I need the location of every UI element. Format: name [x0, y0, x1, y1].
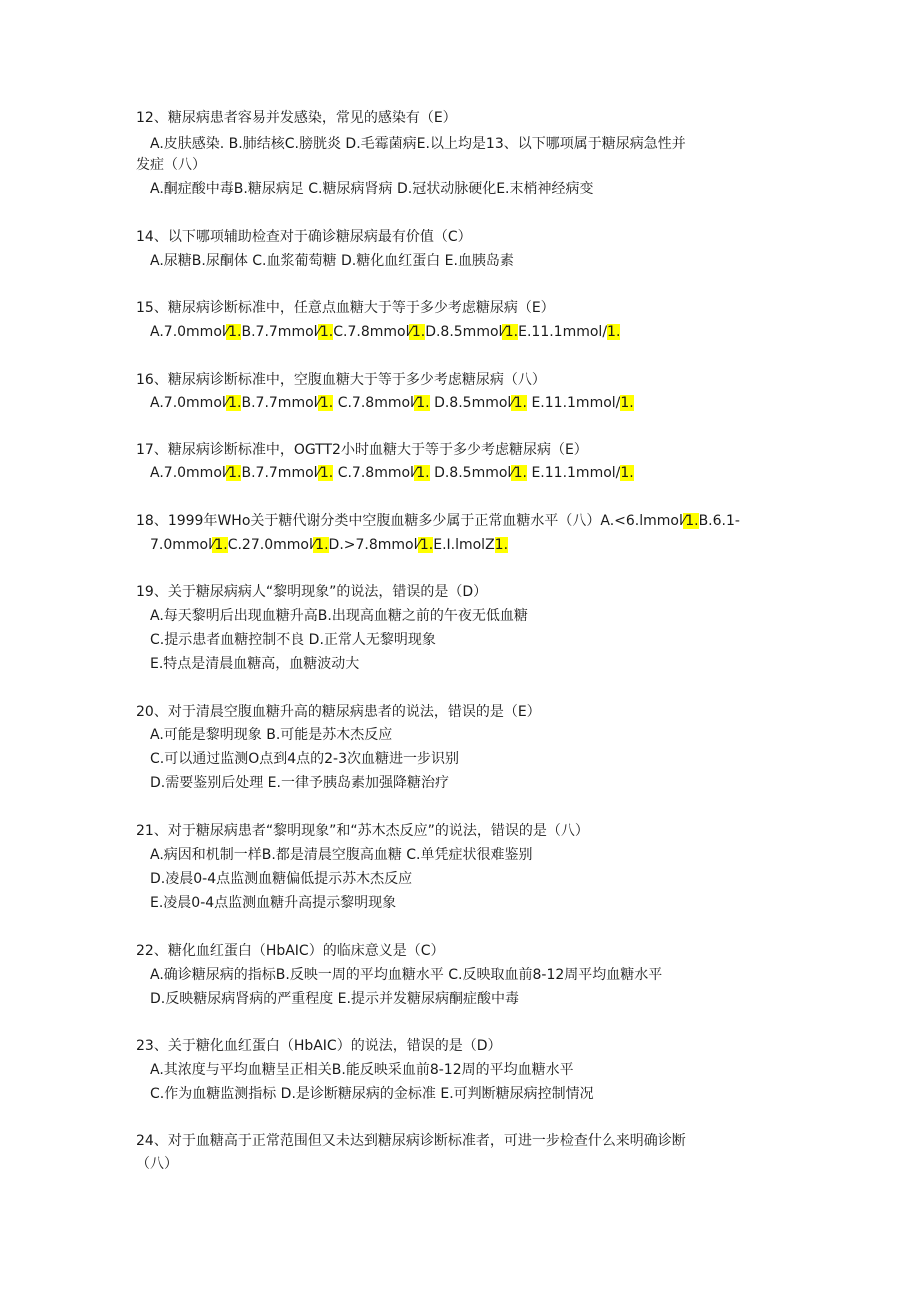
highlighted-unit: 1.	[620, 465, 634, 481]
highlighted-unit: ⁄1.	[409, 324, 426, 340]
text-segment: D.8.5mmol	[429, 395, 512, 411]
text-segment: E.11.1mmol/	[518, 324, 608, 340]
text-segment: A.酮症酸中毒B.糖尿病足 C.糖尿病肾病 D.冠状动脉硬化E.末梢神经病变	[150, 181, 594, 197]
text-segment: C.可以通过监测O点到4点的2-3次血糖进一步识别	[150, 751, 460, 767]
text-segment: A.确诊糖尿病的指标B.反映一周的平均血糖水平 C.反映取血前8-12周平均血糖水平	[150, 967, 663, 983]
text-segment: E.11.1mmol/	[527, 465, 621, 481]
option-line	[150, 179, 594, 199]
text-segment: 15、糖尿病诊断标准中，任意点血糖大于等于多少考虑糖尿病（E）	[136, 300, 555, 316]
option-line	[150, 606, 528, 626]
text-segment: 20、对于清晨空腹血糖升高的糖尿病患者的说法，错误的是（E）	[136, 704, 541, 720]
text-segment: 发症（八）	[136, 157, 206, 173]
question-line	[136, 582, 487, 602]
highlighted-unit: ⁄1.	[413, 395, 430, 411]
highlighted-unit: ⁄1.	[225, 324, 242, 340]
question-line	[136, 298, 555, 318]
question-line	[136, 941, 444, 961]
highlighted-unit: ⁄1.	[225, 395, 242, 411]
option-line	[150, 845, 533, 865]
option-line	[150, 965, 662, 985]
option-line	[150, 535, 508, 555]
text-segment: 7.0mmol	[150, 537, 212, 553]
question-line	[136, 1036, 502, 1056]
text-segment: A.每天黎明后出现血糖升高B.出现高血糖之前的午夜无低血糖	[150, 608, 528, 624]
highlighted-unit: ⁄1.	[212, 537, 228, 553]
option-line	[150, 134, 686, 154]
highlighted-unit: ⁄1.	[413, 465, 430, 481]
text-segment: C.27.0mmol	[227, 537, 313, 553]
highlighted-unit: ⁄1.	[417, 537, 434, 553]
option-line	[150, 251, 514, 271]
option-line	[150, 749, 459, 769]
text-segment: D.>7.8mmol	[328, 537, 418, 553]
text-segment: B.7.7mmol	[241, 465, 318, 481]
text-segment: C.7.8mmol	[333, 324, 410, 340]
text-segment: （八）	[136, 1156, 178, 1172]
highlighted-unit: ⁄1.	[502, 324, 519, 340]
question-line	[136, 821, 589, 841]
text-segment: A.7.0mmol	[150, 465, 226, 481]
text-segment: C.7.8mmol	[333, 395, 414, 411]
highlighted-unit: 1.	[494, 537, 509, 553]
option-line	[150, 393, 634, 413]
highlighted-unit: ⁄1.	[317, 395, 334, 411]
text-segment: 23、关于糖化血红蛋白（HbAIC）的说法，错误的是（D）	[136, 1038, 502, 1054]
text-segment: D.8.5mmol	[425, 324, 503, 340]
highlighted-unit: ⁄1.	[225, 465, 242, 481]
text-segment: A.可能是黎明现象 B.可能是苏木杰反应	[150, 727, 393, 743]
text-segment: A.其浓度与平均血糖呈正相关B.能反映采血前8-12周的平均血糖水平	[150, 1062, 574, 1078]
text-segment: 16、糖尿病诊断标准中，空腹血糖大于等于多少考虑糖尿病（八）	[136, 372, 546, 388]
option-line	[150, 893, 396, 913]
text-segment: 22、糖化血红蛋白（HbAIC）的临床意义是（C）	[136, 943, 445, 959]
question-line	[136, 702, 541, 722]
question-line	[136, 155, 206, 175]
text-segment: 18、1999年WHo关于糖代谢分类中空腹血糖多少属于正常血糖水平（八）A.<6.lmmol	[136, 513, 683, 529]
text-segment: D.凌晨0-4点监测血糖偏低提示苏木杰反应	[150, 871, 413, 887]
text-segment: A.病因和机制一样B.都是清晨空腹高血糖 C.单凭症状很难鉴别	[150, 847, 533, 863]
text-segment: 19、关于糖尿病病人“黎明现象”的说法，错误的是（D）	[136, 584, 488, 600]
option-line	[150, 773, 449, 793]
text-segment: B.7.7mmol	[241, 395, 318, 411]
highlighted-unit: ⁄1.	[312, 537, 329, 553]
option-line	[150, 322, 620, 342]
option-line	[150, 869, 412, 889]
option-line	[150, 654, 359, 674]
text-segment: C.7.8mmol	[333, 465, 414, 481]
option-line	[150, 1084, 594, 1104]
text-segment: D.8.5mmol	[429, 465, 512, 481]
text-segment: D.反映糖尿病肾病的严重程度 E.提示并发糖尿病酮症酸中毒	[150, 991, 519, 1007]
highlighted-unit: 1.	[607, 324, 621, 340]
option-line	[150, 630, 436, 650]
text-segment: A.7.0mmol	[150, 395, 226, 411]
text-segment: 14、以下哪项辅助检查对于确诊糖尿病最有价值（C）	[136, 229, 472, 245]
text-segment: E.I.lmolZ	[433, 537, 495, 553]
text-segment: C.作为血糖监测指标 D.是诊断糖尿病的金标准 E.可判断糖尿病控制情况	[150, 1086, 594, 1102]
text-segment: A.皮肤感染. B.肺结核C.膀胱炎 D.毛霉菌病E.以上均是13、以下哪项属于糖尿病急性并	[150, 136, 686, 152]
text-segment: A.尿糖B.尿酮体 C.血浆葡萄糖 D.糖化血红蛋白 E.血胰岛素	[150, 253, 514, 269]
highlighted-unit: ⁄1.	[682, 513, 699, 529]
text-segment: 17、糖尿病诊断标准中，OGTT2小时血糖大于等于多少考虑糖尿病（E）	[136, 442, 588, 458]
question-line	[136, 370, 546, 390]
highlighted-unit: 1.	[620, 395, 634, 411]
text-segment: 21、对于糖尿病患者“黎明现象”和“苏木杰反应”的说法，错误的是（八）	[136, 823, 589, 839]
question-line	[136, 1131, 686, 1151]
option-line	[150, 989, 519, 1009]
question-line	[136, 440, 588, 460]
question-line	[136, 511, 740, 531]
text-segment: C.提示患者血糖控制不良 D.正常人无黎明现象	[150, 632, 436, 648]
highlighted-unit: ⁄1.	[511, 465, 528, 481]
text-segment: B.7.7mmol	[241, 324, 318, 340]
text-segment: 12、糖尿病患者容易并发感染，常见的感染有（E）	[136, 110, 457, 126]
text-segment: E.11.1mmol/	[527, 395, 621, 411]
text-segment: D.需要鉴别后处理 E.一律予胰岛素加强降糖治疗	[150, 775, 449, 791]
option-line	[150, 1060, 574, 1080]
text-segment: E.特点是清晨血糖高，血糖波动大	[150, 656, 360, 672]
text-segment: 24、对于血糖高于正常范围但又未达到糖尿病诊断标准者，可进一步检查什么来明确诊断	[136, 1133, 686, 1149]
highlighted-unit: ⁄1.	[317, 324, 334, 340]
option-line	[150, 725, 392, 745]
question-line	[136, 1154, 178, 1174]
text-segment: E.凌晨0-4点监测血糖升高提示黎明现象	[150, 895, 397, 911]
question-line	[136, 227, 472, 247]
text-segment: B.6.1-	[698, 513, 740, 529]
highlighted-unit: ⁄1.	[511, 395, 528, 411]
question-line	[136, 108, 457, 128]
text-segment: A.7.0mmol	[150, 324, 226, 340]
highlighted-unit: ⁄1.	[317, 465, 334, 481]
option-line	[150, 463, 634, 483]
